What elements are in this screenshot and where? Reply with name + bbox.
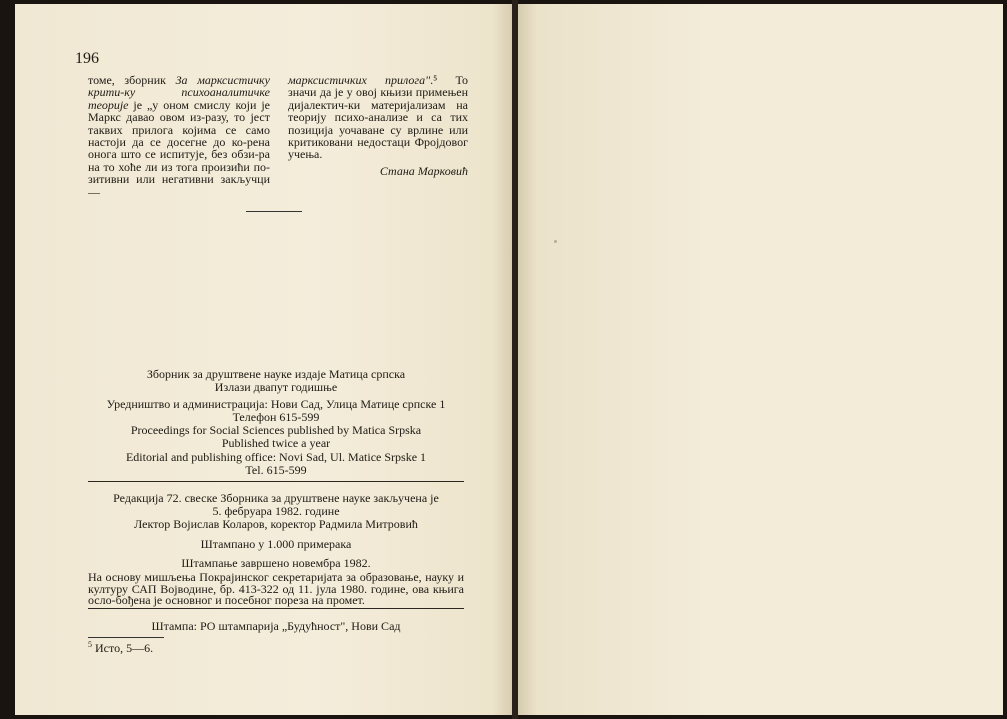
imprint-line: На основу мишљења Покрајинског секретаријата за образовање, науку и културу САП Војводине, бр. 413-322 од 11. јула 1980. године, ова књига осло-бођена је основног и посебног пореза на промет.	[88, 570, 464, 607]
footnote	[88, 640, 153, 656]
book-title-italic: За марксистичку крити-ку психоаналитичке теорије	[88, 73, 270, 112]
reviewer-signature: Стана Марковић	[379, 163, 468, 178]
horizontal-rule	[88, 481, 464, 482]
footnote-rule	[88, 637, 164, 638]
imprint-block-english	[88, 424, 464, 449]
imprint-line: Editorial and publishing office: Novi Sad, Ul. Matice Srpske 1	[125, 450, 427, 464]
print-date	[88, 557, 464, 570]
imprint-line: Штампано у 1.000 примерака	[200, 537, 352, 551]
tax-exemption-note	[88, 572, 464, 607]
imprint-line: Зборник за друштвене науке издаје Матица српска	[146, 367, 406, 381]
imprint-line: Редакција 72. свеске Зборника за друштвене науке закључена је	[113, 491, 439, 505]
body-column-right	[288, 74, 468, 177]
page-number: 196	[75, 50, 99, 67]
editorial-closing-note	[88, 492, 464, 517]
imprint-line: Штампање завршено новембра 1982.	[181, 556, 371, 570]
imprint-line: Лектор Војислав Коларов, коректор Радмила Митровић	[134, 517, 418, 531]
printer-credit	[88, 620, 464, 633]
imprint-line: Телефон 615-599	[232, 409, 320, 424]
footnote-marker: 5	[88, 640, 92, 649]
imprint-line: Излази двапут годишње	[214, 379, 338, 394]
right-page	[518, 4, 1003, 715]
paper-speck	[554, 240, 557, 243]
text-run: томе, зборник	[88, 73, 176, 87]
body-column-left	[88, 74, 270, 198]
imprint-line: Published twice a year	[221, 435, 331, 450]
quote-italic: марксистичких прилога"	[288, 73, 431, 87]
imprint-line: Tel. 615-599	[245, 462, 307, 477]
horizontal-rule	[88, 608, 464, 609]
text-run: .⁵ То значи да је у овој књизи примењен дијалектич-ки материјализам на теорију психо-анализе и са тих позиција уочаване су врлине или критиковани недостаци Фројдовог учења.	[288, 73, 468, 162]
imprint-block-serbian	[88, 368, 464, 393]
imprint-line: Уредништво и администрација: Нови Сад, Улица Матице српске 1	[106, 397, 446, 411]
paragraph	[288, 74, 468, 161]
imprint-line: Proceedings for Social Sciences published by Matica Srpska	[130, 423, 422, 437]
editor-credits	[88, 518, 464, 531]
paragraph	[88, 74, 270, 198]
imprint-address-english	[88, 451, 464, 476]
text-run: је „у оном смислу који је Маркс давао овом из-разу, то јест таквих прилога којима се само настоји да се досегне до ко-рена онога што се испитује, без обзи-ра на то хоће ли из тога произићи по-зитивни или негативни закључци —	[88, 97, 270, 199]
imprint-line: Штампа: РО штампарија „Будућност", Нови Сад	[151, 619, 401, 633]
imprint-address-serbian	[88, 398, 464, 423]
section-separator	[246, 211, 302, 212]
footnote-text: Исто, 5—6.	[92, 641, 154, 655]
imprint-line: 5. фебруара 1982. године	[212, 503, 340, 518]
print-run	[88, 538, 464, 551]
